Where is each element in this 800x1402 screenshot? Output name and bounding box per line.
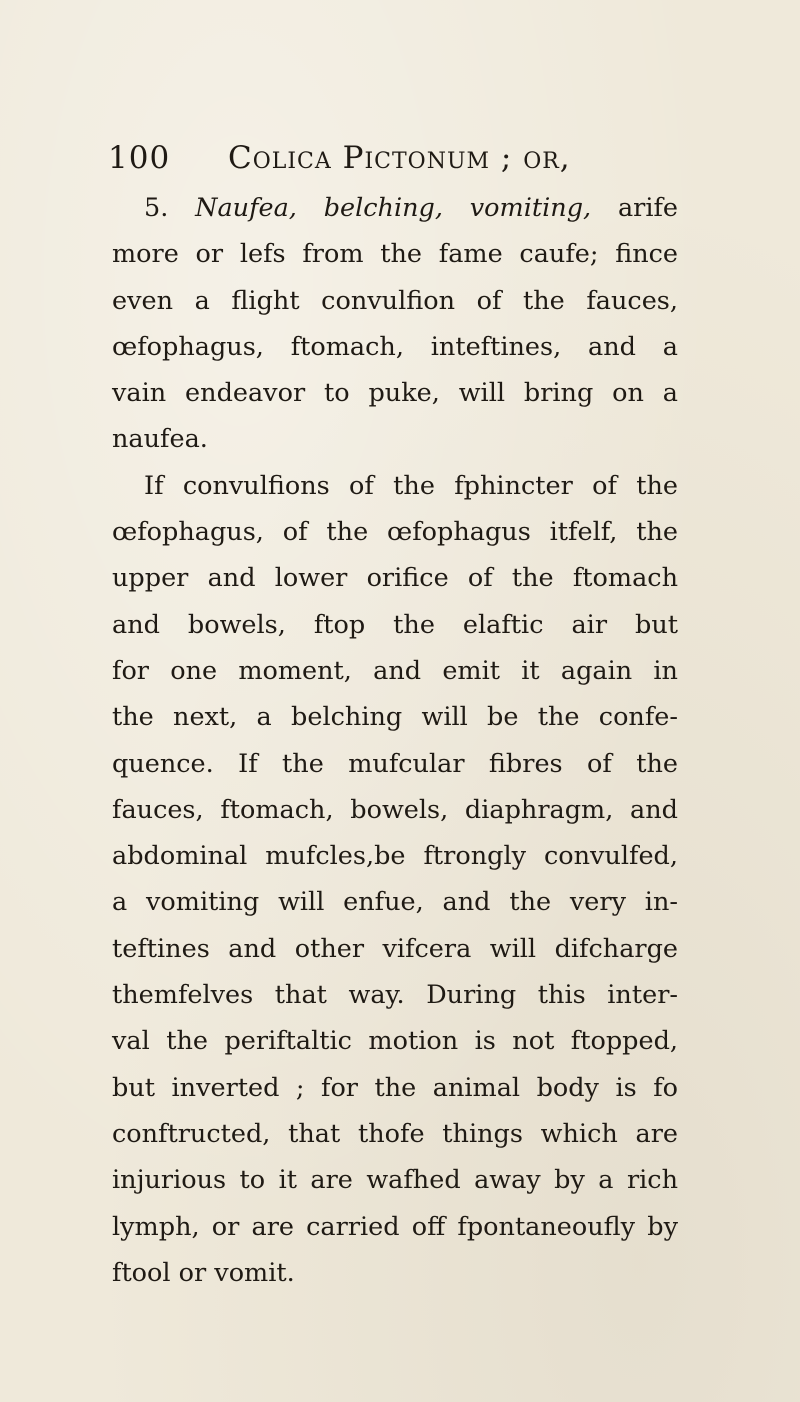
text-line: conftructed, that thofe things which are <box>112 1118 678 1149</box>
text-line: naufea. <box>112 424 208 455</box>
text-line: the next, a belching will be the confe- <box>112 702 678 733</box>
text-line: œfophagus, ftomach, inteftines, and a <box>112 331 678 362</box>
text-line: abdominal mufcles,be ftrongly convulfed, <box>112 841 678 872</box>
text-line: ftool or vomit. <box>112 1257 295 1288</box>
text-line: œfophagus, of the œfophagus itfelf, the <box>112 517 678 548</box>
text-line: even a flight convulfion of the fauces, <box>112 285 678 316</box>
text-line: for one moment, and emit it again in <box>112 655 678 686</box>
text-line: vain endeavor to puke, will bring on a <box>112 378 678 409</box>
text-line: teftines and other vifcera will difcharge <box>112 933 678 964</box>
text-line: injurious to it are wafhed away by a rich <box>112 1165 678 1196</box>
page-header <box>108 140 668 180</box>
text-line: a vomiting will enfue, and the very in- <box>112 887 678 918</box>
paragraph-1-line-1-rest: arife <box>617 193 679 223</box>
text-line: val the periftaltic motion is not ftopped, <box>112 1026 678 1057</box>
text-line: more or lefs from the fame caufe; fince <box>112 239 678 270</box>
text-line: lymph, or are carried off fpontaneoufly by <box>112 1211 678 1242</box>
paragraph-1-line-1 <box>112 185 678 231</box>
text-line: and bowels, ftop the elaftic air but <box>112 609 678 640</box>
text-line: fauces, ftomach, bowels, diaphragm, and <box>112 794 678 825</box>
text-line: upper and lower orifice of the ftomach <box>112 563 678 594</box>
text-line: themfelves that way. During this inter- <box>112 980 678 1011</box>
body-text <box>112 185 678 1296</box>
paragraph-2-first-line: If convulfions of the fphincter of the <box>144 470 678 501</box>
text-line: quence. If the mufcular fibres of the <box>112 748 678 779</box>
running-title: Colica Pictonum ; or, <box>228 140 571 176</box>
text-line: but inverted ; for the animal body is fo <box>112 1072 678 1103</box>
paragraph-number: 5. <box>144 193 169 223</box>
italic-terms: Naufea, belching, vomiting, <box>195 193 592 223</box>
page-number: 100 <box>108 140 171 176</box>
